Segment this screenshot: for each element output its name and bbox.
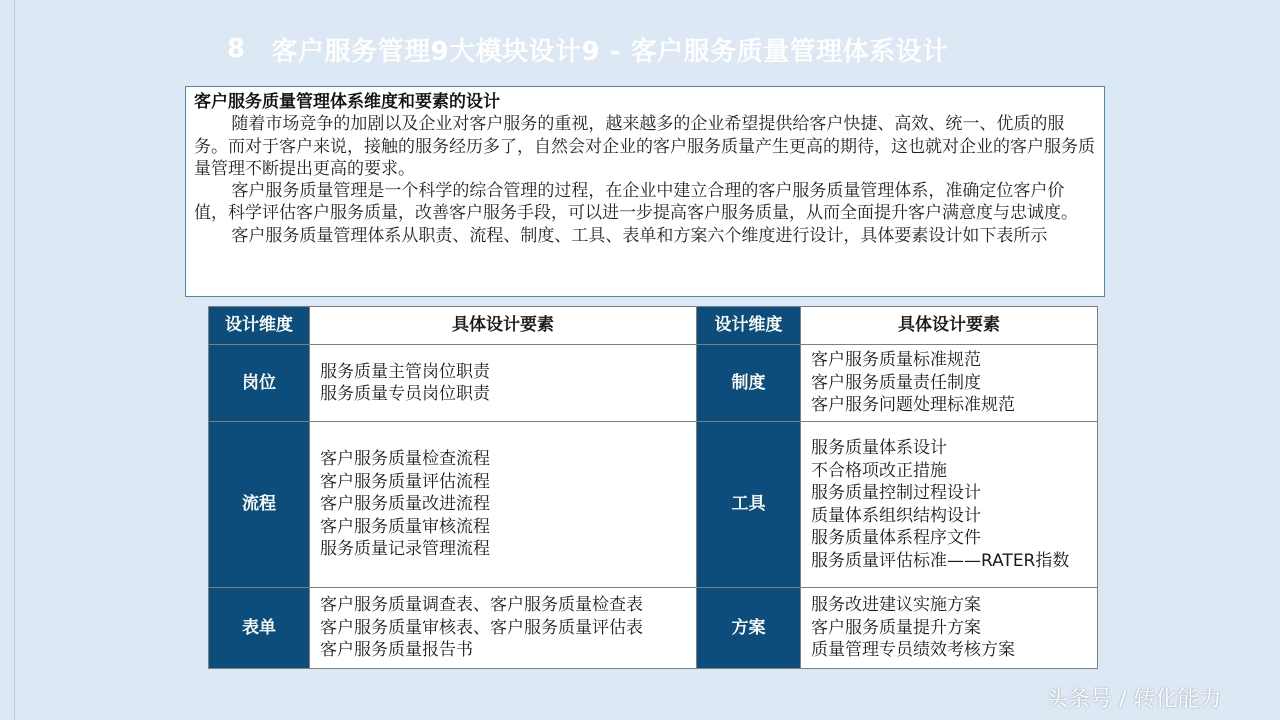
design-elements-table [208, 306, 1098, 669]
elements-cell [310, 422, 697, 588]
intro-paragraph-3: 客户服务质量管理体系从职责、流程、制度、工具、表单和方案六个维度进行设计，具体要素设计如下表所示 [231, 225, 1048, 246]
element-item: 不合格项改正措施 [811, 460, 947, 481]
element-item: 客户服务质量调查表、客户服务质量检查表 [320, 595, 643, 616]
table-header-row [209, 307, 1098, 345]
dimension-cell: 制度 [697, 345, 801, 422]
element-item: 客户服务质量审核表、客户服务质量评估表 [320, 617, 643, 638]
elements-cell [310, 588, 697, 669]
title-text: 客户服务管理9大模块设计9 - 客户服务质量管理体系设计 [271, 36, 949, 67]
header-dimension-right: 设计维度 [697, 307, 801, 345]
dimension-cell: 岗位 [209, 345, 310, 422]
element-item: 服务质量控制过程设计 [811, 483, 981, 503]
watermark-text: 头条号 / 转化能力 [1046, 687, 1222, 712]
element-item: 服务质量主管岗位职责 [320, 361, 490, 382]
elements-cell [310, 345, 697, 422]
element-item: 客户服务质量检查流程 [320, 449, 490, 470]
intro-heading: 客户服务质量管理体系维度和要素的设计 [194, 92, 500, 112]
intro-box [185, 86, 1105, 297]
header-elements-right: 具体设计要素 [801, 307, 1098, 345]
element-item: 服务质量专员岗位职责 [320, 384, 490, 404]
header-dimension-left: 设计维度 [209, 307, 310, 345]
table-row [209, 422, 1098, 588]
element-item: 客户服务质量责任制度 [811, 372, 981, 393]
dimension-cell: 表单 [209, 588, 310, 669]
dimension-cell: 方案 [697, 588, 801, 669]
element-item: 客户服务质量提升方案 [811, 617, 981, 638]
element-item: 服务质量记录管理流程 [320, 539, 490, 560]
element-item: 客户服务质量改进流程 [320, 494, 490, 515]
left-rule-divider [14, 0, 15, 720]
section-number: 8 [227, 34, 246, 64]
element-item: 质量管理专员绩效考核方案 [811, 640, 1015, 661]
element-item: 客户服务质量审核流程 [320, 516, 490, 537]
elements-cell [801, 422, 1098, 588]
element-item: 服务质量体系设计 [811, 438, 947, 458]
element-item: 质量体系组织结构设计 [811, 505, 981, 526]
table-row [209, 345, 1098, 422]
element-item: 服务质量评估标准——RATER指数 [811, 550, 1070, 571]
element-item: 客户服务质量报告书 [320, 640, 473, 661]
header-elements-left: 具体设计要素 [310, 307, 697, 345]
elements-cell [801, 588, 1098, 669]
element-item: 服务质量体系程序文件 [811, 528, 981, 548]
element-item: 客户服务质量评估流程 [320, 471, 490, 492]
dimension-cell: 流程 [209, 422, 310, 588]
element-item: 服务改进建议实施方案 [811, 595, 981, 616]
table-row [209, 588, 1098, 669]
intro-paragraph-1: 随着市场竞争的加剧以及企业对客户服务的重视，越来越多的企业希望提供给客户快捷、高效、统一、优质的服务。而对于客户来说，接触的服务经历多了，自然会对企业的客户服务质量产生更高的期待，这也就对企业的客户服务质量管理不断提出更高的要求。 [194, 114, 1095, 179]
element-item: 客户服务质量标准规范 [811, 350, 981, 371]
intro-paragraph-2: 客户服务质量管理是一个科学的综合管理的过程，在企业中建立合理的客户服务质量管理体系，准确定位客户价值，科学评估客户服务质量，改善客户服务手段，可以进一步提高客户服务质量，从而全面提升客户满意度与忠诚度。 [194, 181, 1078, 224]
elements-cell [801, 345, 1098, 422]
element-item: 客户服务问题处理标准规范 [811, 395, 1015, 416]
page-title [227, 31, 949, 67]
dimension-cell: 工具 [697, 422, 801, 588]
